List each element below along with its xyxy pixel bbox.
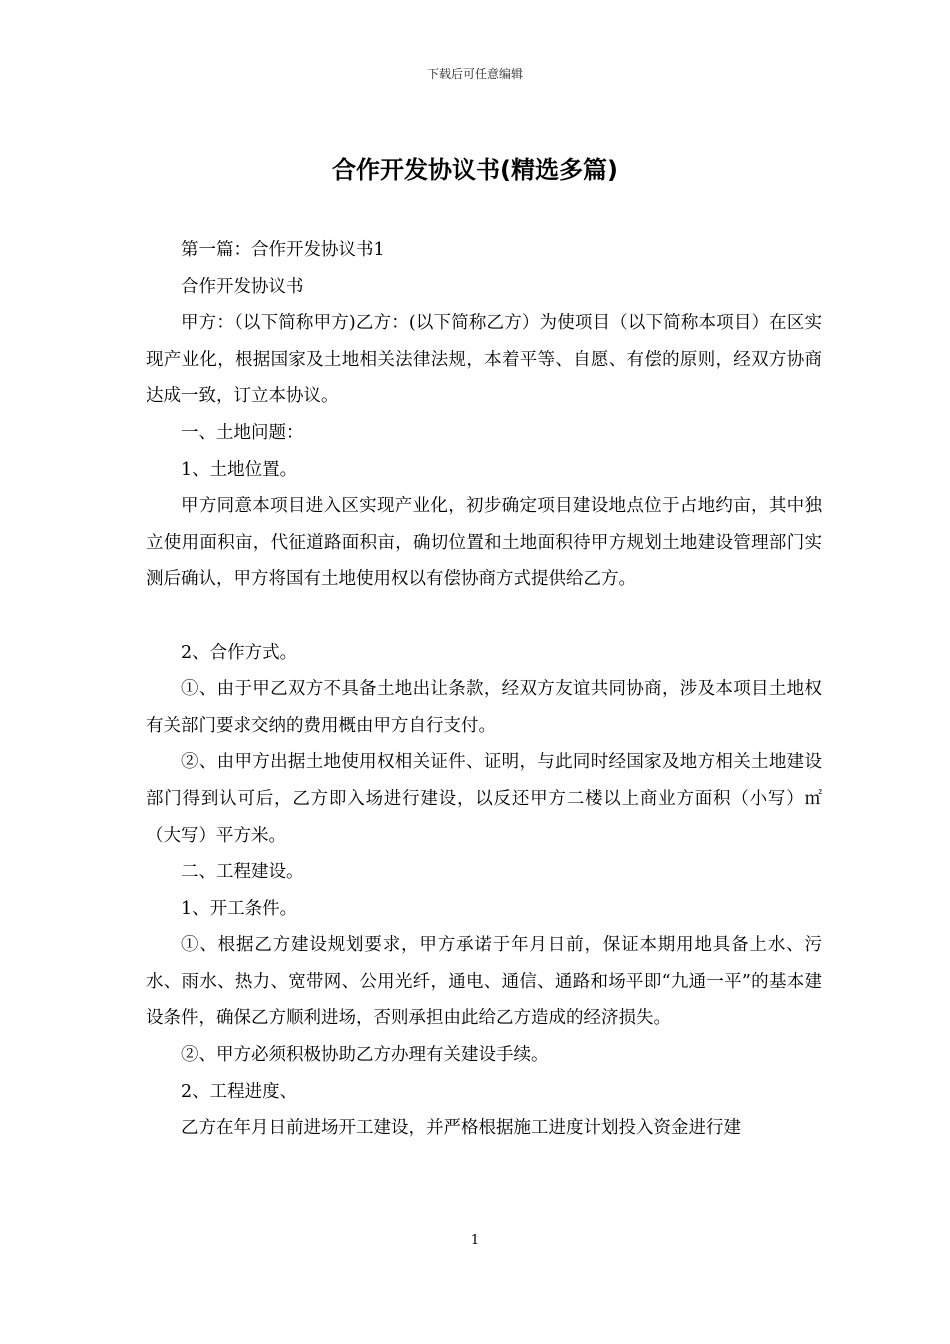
paragraph-heading-construction: 二、工程建设。	[181, 862, 304, 883]
paragraph-cooperation-1: ①、由于甲乙双方不具备土地出让条款，经双方友谊共同协商，涉及本项目土地权有关部门要求交纳的费用概由甲方自行支付。	[146, 679, 822, 736]
paragraph-section-heading: 第一篇：合作开发协议书1	[181, 240, 385, 260]
paragraph-start-conditions-heading: 1、开工条件。	[181, 898, 298, 919]
paragraph-parties: 甲方：（以下简称甲方)乙方：(以下简称乙方）为使项目（以下简称本项目）在区实现产业化，根据国家及土地相关法律法规，本着平等、自愿、有偿的原则，经双方协商达成一致，订立本协议。	[146, 313, 822, 407]
document-title: 合作开发协议书(精选多篇)	[332, 156, 618, 184]
paragraph-start-conditions-1: ①、根据乙方建设规划要求，甲方承诺于年月日前，保证本期用地具备上水、污水、雨水、热力、宽带网、公用光纤，通电、通信、通路和场平即“九通一平”的基本建设条件，确保乙方顺利进场，否则承担由此给乙方造成的经济损失。	[146, 935, 822, 1029]
paragraph-land-location-heading: 1、土地位置。	[181, 459, 298, 480]
paragraph-cooperation-2: ②、由甲方出据土地使用权相关证件、证明，与此同时经国家及地方相关土地建设部门得到认可后，乙方即入场进行建设，以反还甲方二楼以上商业方面积（小写）㎡（大写）平方米。	[146, 752, 822, 846]
paragraph-subtitle: 合作开发协议书	[181, 276, 304, 297]
paragraph-progress: 乙方在年月日前进场开工建设，并严格根据施工进度计划投入资金进行建	[181, 1118, 741, 1139]
header-note: 下载后可任意编辑	[426, 67, 523, 81]
paragraph-progress-heading: 2、工程进度、	[181, 1081, 298, 1102]
paragraph-start-conditions-2: ②、甲方必须积极协助乙方办理有关建设手续。	[181, 1045, 549, 1066]
document-body	[146, 232, 822, 1147]
paragraph-cooperation-heading: 2、合作方式。	[181, 642, 298, 663]
page-number: 1	[470, 1233, 480, 1248]
paragraph-heading-land: 一、土地问题：	[181, 422, 304, 443]
paragraph-land-location: 甲方同意本项目进入区实现产业化，初步确定项目建设地点位于占地约亩，其中独立使用面积亩，代征道路面积亩，确切位置和土地面积待甲方规划土地建设管理部门实测后确认，甲方将国有土地使用权以有偿协商方式提供给乙方。	[146, 496, 822, 590]
